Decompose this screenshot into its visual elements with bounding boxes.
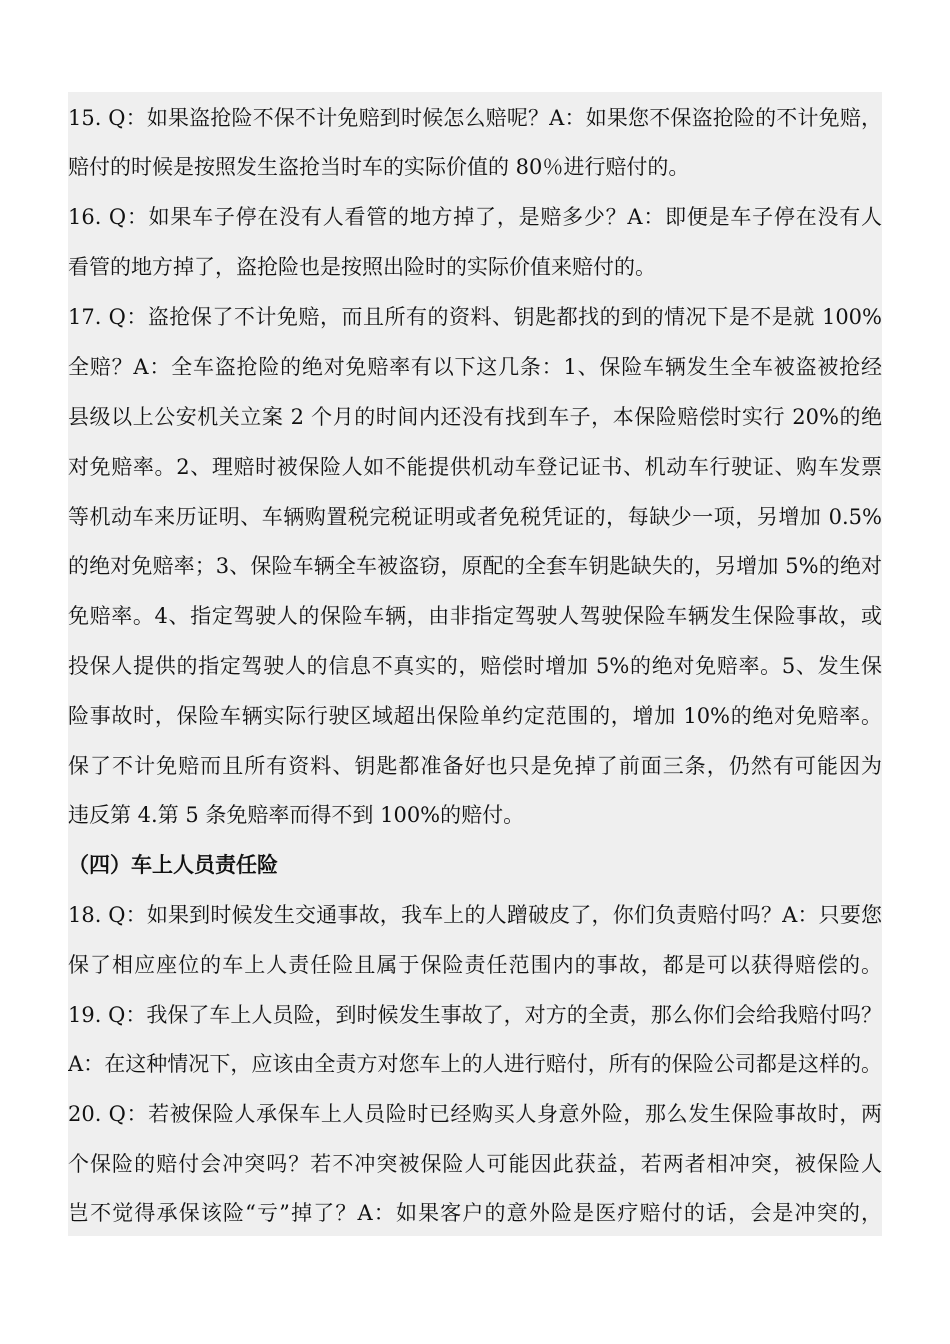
text-line: 18. Q：如果到时候发生交通事故，我车上的人蹭破皮了，你们负责赔付吗？A：只要您 bbox=[68, 903, 882, 927]
text-line: 20. Q：若被保险人承保车上人员险时已经购买人身意外险，那么发生保险事故时，两 bbox=[68, 1102, 882, 1126]
text-line: 对免赔率。2、理赔时被保险人如不能提供机动车登记证书、机动车行驶证、购车发票 bbox=[68, 455, 882, 479]
text-line: 违反第 4.第 5 条免赔率而得不到 100%的赔付。 bbox=[68, 803, 525, 827]
section-heading: （四）车上人员责任险 bbox=[68, 853, 278, 877]
text-line: 17. Q：盗抢保了不计免赔，而且所有的资料、钥匙都找的到的情况下是不是就 100% bbox=[68, 305, 882, 329]
text-line: 19. Q：我保了车上人员险，到时候发生事故了，对方的全责，那么你们会给我赔付吗？ bbox=[68, 1003, 882, 1027]
text-line: 15. Q：如果盗抢险不保不计免赔到时候怎么赔呢？A：如果您不保盗抢险的不计免赔， bbox=[68, 106, 882, 130]
text-line: 个保险的赔付会冲突吗？若不冲突被保险人可能因此获益，若两者相冲突，被保险人 bbox=[68, 1152, 882, 1176]
text-line: 免赔率。4、指定驾驶人的保险车辆，由非指定驾驶人驾驶保险车辆发生保险事故，或 bbox=[68, 604, 882, 628]
text-line: 看管的地方掉了，盗抢险也是按照出险时的实际价值来赔付的。 bbox=[68, 255, 656, 279]
text-line: 投保人提供的指定驾驶人的信息不真实的，赔偿时增加 5%的绝对免赔率。5、发生保 bbox=[68, 654, 882, 678]
text-line: 赔付的时候是按照发生盗抢当时车的实际价值的 80％进行赔付的。 bbox=[68, 155, 690, 179]
text-line: 保了相应座位的车上人责任险且属于保险责任范围内的事故，都是可以获得赔偿的。 bbox=[68, 953, 882, 977]
text-line: 岂不觉得承保该险“亏”掉了？A：如果客户的意外险是医疗赔付的话，会是冲突的， bbox=[68, 1201, 882, 1225]
text-line: 全赔？A：全车盗抢险的绝对免赔率有以下这几条：1、保险车辆发生全车被盗被抢经 bbox=[68, 355, 882, 379]
text-line: 的绝对免赔率；3、保险车辆全车被盗窃，原配的全套车钥匙缺失的，另增加 5%的绝对 bbox=[68, 554, 882, 578]
text-line: 县级以上公安机关立案 2 个月的时间内还没有找到车子，本保险赔偿时实行 20%的绝 bbox=[68, 405, 882, 429]
text-line: 保了不计免赔而且所有资料、钥匙都准备好也只是免掉了前面三条，仍然有可能因为 bbox=[68, 754, 882, 778]
text-line: 等机动车来历证明、车辆购置税完税证明或者免税凭证的，每缺少一项，另增加 0.5% bbox=[68, 505, 882, 529]
text-line: 险事故时，保险车辆实际行驶区域超出保险单约定范围的，增加 10%的绝对免赔率。 bbox=[68, 704, 882, 728]
text-line: A：在这种情况下，应该由全责方对您车上的人进行赔付，所有的保险公司都是这样的。 bbox=[68, 1052, 882, 1076]
text-line: 16. Q：如果车子停在没有人看管的地方掉了，是赔多少？A：即便是车子停在没有人 bbox=[68, 205, 882, 229]
